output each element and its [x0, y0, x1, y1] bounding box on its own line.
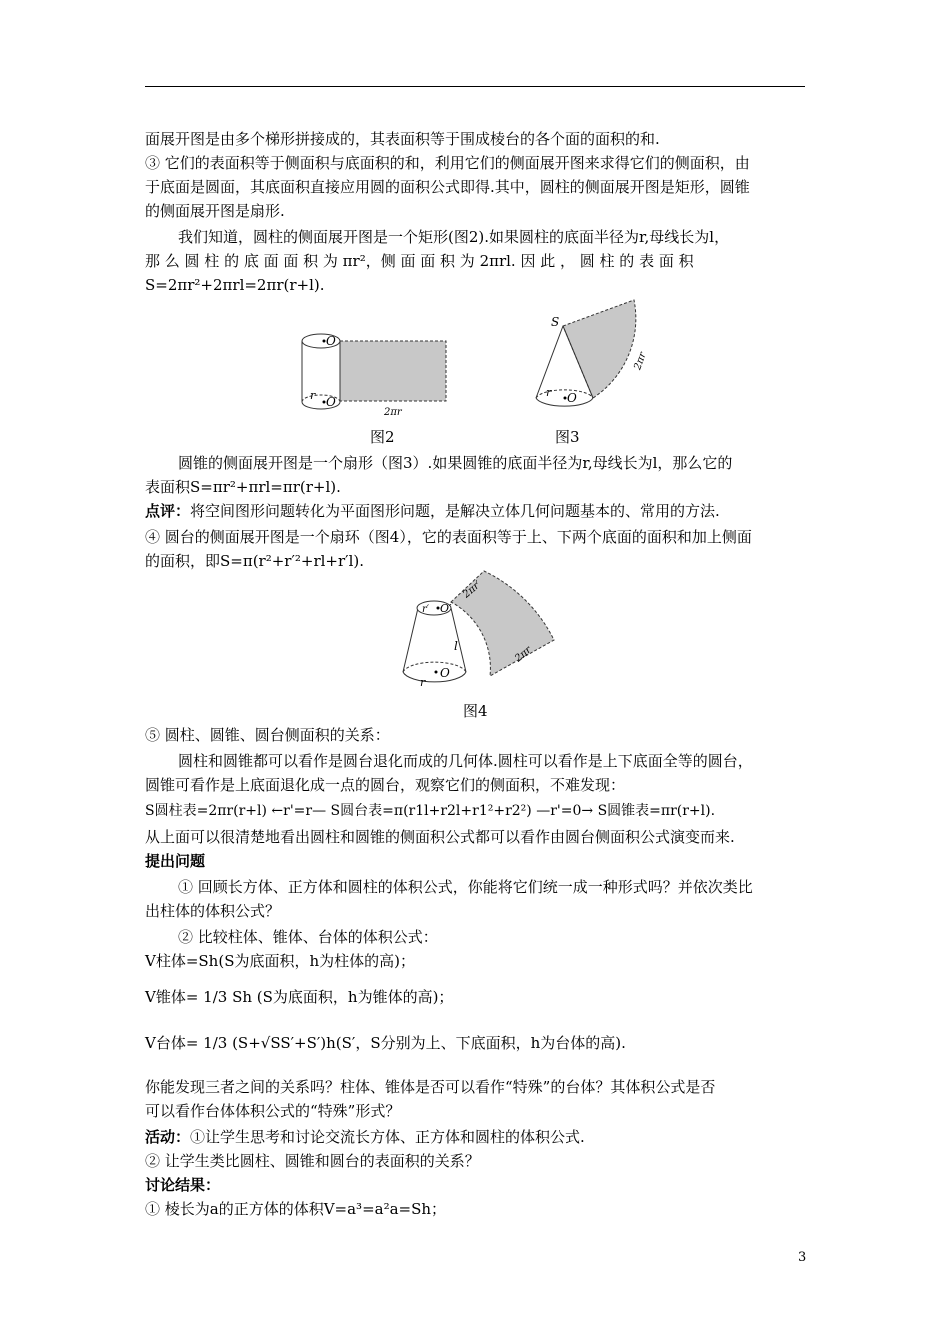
text-line-2: ③ 它们的表面积等于侧面积与底面积的和，利用它们的侧面展开图来求得它们的侧面积，由	[145, 154, 750, 172]
text-line-1: 面展开图是由多个梯形拼接成的，其表面积等于围成棱台的各个面的面积的和.	[145, 130, 660, 148]
text-line-15: 圆锥可看作是上底面退化成一点的圆台，观察它们的侧面积，不难发现：	[145, 776, 626, 794]
fig4-label-o-prime: O′	[440, 602, 452, 615]
text-line-12: 的面积，即S=π(r²+r′²+rl+r′l).	[145, 552, 364, 570]
figure-3-caption: 图3	[555, 428, 580, 446]
fig3-label-r: r	[546, 386, 552, 399]
comment-text: 将空间图形问题转化为平面图形问题，是解决立体几何问题基本的、常用的方法.	[190, 502, 720, 520]
text-line-7: S=2πr²+2πrl=2πr(r+l).	[145, 276, 325, 294]
section-heading-discussion-results: 讨论结果：	[145, 1176, 221, 1194]
section-heading-propose-question: 提出问题	[145, 852, 206, 870]
text-line-23: V锥体= 1/3 Sh (S为底面积，h为锥体的高)；	[145, 988, 454, 1006]
fig4-label-l: l	[454, 639, 458, 653]
text-line-22: V柱体=Sh(S为底面积，h为柱体的高)；	[145, 952, 415, 970]
text-line-11: ④ 圆台的侧面展开图是一个扇环（图4），它的表面积等于上、下两个底面的面积和加上侧面	[145, 528, 752, 546]
text-line-20: 出柱体的体积公式？	[145, 902, 281, 920]
fig4-label-r-prime: r′	[422, 604, 430, 615]
fig3-label-2pir: 2πr	[632, 350, 649, 372]
fig4-label-r: r	[420, 676, 426, 689]
text-line-30: ① 棱长为a的正方体的体积V=a³=a²a=Sh；	[145, 1200, 447, 1218]
text-line-14: 圆柱和圆锥都可以看作是圆台退化而成的几何体.圆柱可以看作是上下底面全等的圆台，	[178, 752, 753, 770]
text-line-3: 于底面是圆面，其底面积直接应用圆的面积公式即得.其中，圆柱的侧面展开图是矩形，圆锥	[145, 178, 750, 196]
fig4-label-o: O	[440, 666, 450, 680]
text-line-21: ② 比较柱体、锥体、台体的体积公式：	[178, 928, 438, 946]
header-rule	[145, 86, 805, 87]
fig2-label-o-top: O	[326, 334, 336, 348]
fig2-label-o-bottom: O	[326, 395, 336, 409]
figure-2-cylinder-unfolded	[296, 326, 456, 421]
figure-4-frustum-unfolded	[398, 568, 556, 694]
text-line-10	[145, 500, 810, 522]
figure-4-caption: 图4	[463, 702, 488, 720]
text-line-16-formula: S圆柱表=2πr(r+l) ←r'=r— S圆台表=π(r1l+r2l+r1²+r2²) —r'=0→ S圆锥表=πr(r+l).	[145, 803, 716, 819]
figure-2-caption: 图2	[370, 428, 395, 446]
figure-3-cone-unfolded	[530, 296, 670, 418]
text-line-5: 我们知道，圆柱的侧面展开图是一个矩形(图2).如果圆柱的底面半径为r,母线长为l，	[178, 228, 730, 246]
comment-label: 点评：	[145, 502, 191, 520]
text-line-24: V台体= 1/3 (S+√SS′+S′)h(S′，S分别为上、下底面积，h为台体的高).	[145, 1034, 626, 1052]
text-line-26: 可以看作台体体积公式的“特殊”形式？	[145, 1102, 401, 1120]
fig4-label-2pir: 2πr	[513, 644, 534, 665]
fig2-label-r: r	[310, 389, 316, 402]
text-line-28: ② 让学生类比圆柱、圆锥和圆台的表面积的关系？	[145, 1152, 480, 1170]
text-line-25: 你能发现三者之间的关系吗？柱体、锥体是否可以看作“特殊”的台体？其体积公式是否	[145, 1078, 716, 1096]
fig3-label-o: O	[567, 391, 577, 405]
activity-label: 活动：	[145, 1128, 191, 1146]
fig3-label-s: S	[551, 315, 560, 329]
text-line-19: ① 回顾长方体、正方体和圆柱的体积公式，你能将它们统一成一种形式吗？并依次类比	[178, 878, 753, 896]
activity-text: ①让学生思考和讨论交流长方体、正方体和圆柱的体积公式.	[190, 1128, 585, 1146]
text-line-4: 的侧面展开图是扇形.	[145, 202, 285, 220]
text-line-9: 表面积S=πr²+πrl=πr(r+l).	[145, 478, 341, 496]
text-line-17: 从上面可以很清楚地看出圆柱和圆锥的侧面积公式都可以看作由圆台侧面积公式演变而来.	[145, 828, 735, 846]
fig2-label-2pir: 2πr	[384, 407, 402, 418]
text-line-27	[145, 1126, 810, 1148]
text-line-13: ⑤ 圆柱、圆锥、圆台侧面积的关系：	[145, 726, 390, 744]
text-line-6: 那 么 圆 柱 的 底 面 面 积 为 πr²，侧 面 面 积 为 2πrl. 因 此 ， 圆 柱 的 表 面 积	[145, 252, 694, 270]
text-line-8: 圆锥的侧面展开图是一个扇形（图3）.如果圆锥的底面半径为r,母线长为l，那么它的	[178, 454, 733, 472]
fig4-label-2pir-prime: 2πr′	[461, 579, 484, 601]
page-number: 3	[798, 1250, 807, 1265]
